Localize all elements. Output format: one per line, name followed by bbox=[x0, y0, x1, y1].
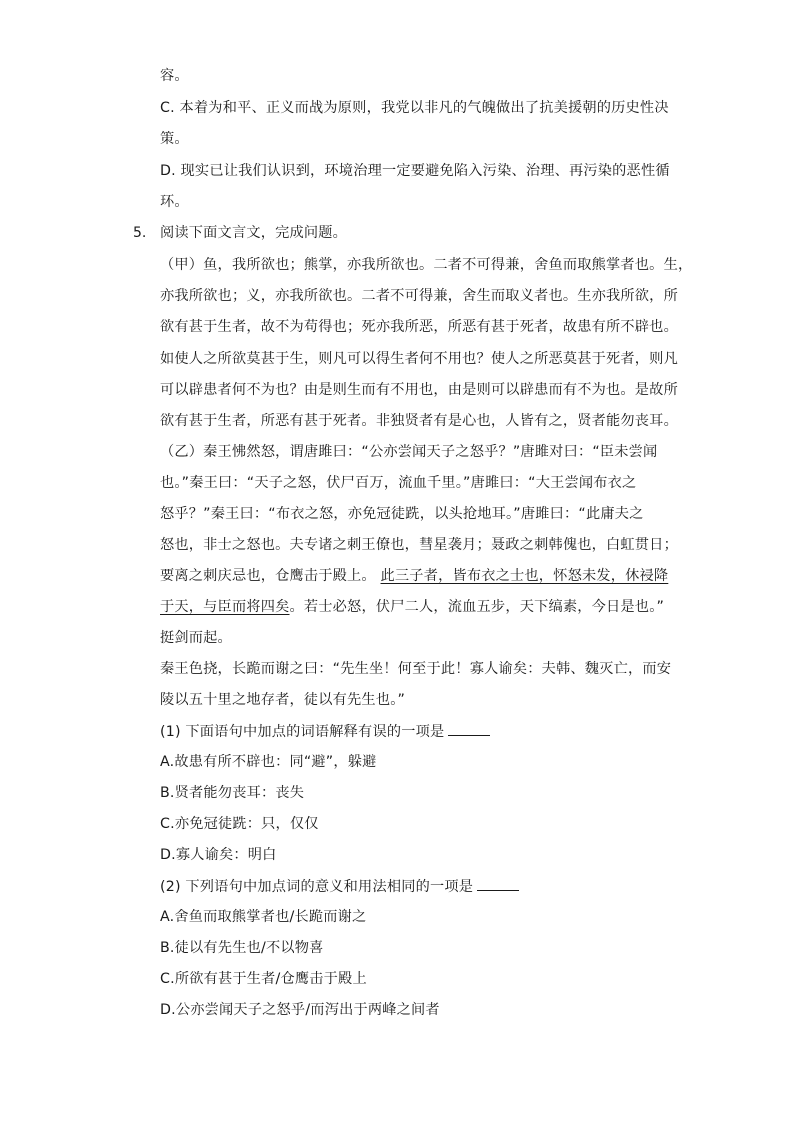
subquestion-1-stem bbox=[160, 721, 490, 741]
underlined-sentence: 于天，与臣而将四矣 bbox=[160, 599, 290, 615]
passage-jia-line: 欲有甚于生者，故不为苟得也；死亦我所恶，所恶有甚于死者，故患有所不辟也。 bbox=[160, 319, 678, 335]
question-prompt: 阅读下面文言文，完成问题。 bbox=[160, 225, 348, 241]
option-a: A.故患有所不辟也：同“避”，躲避 bbox=[160, 754, 377, 770]
option-c: C.亦免冠徒跣：只，仅仅 bbox=[160, 816, 319, 832]
passage-yi-line: 怒也，非士之怒也。夫专诸之刺王僚也，彗星袭月；聂政之刺韩傀也，白虹贯日； bbox=[160, 537, 678, 553]
option-b: B.贤者能勿丧耳：丧失 bbox=[160, 785, 305, 801]
option-a: A.舍鱼而取熊掌者也/长跪而谢之 bbox=[160, 909, 367, 925]
option-d: D.寡人谕矣：明白 bbox=[160, 847, 277, 863]
passage-jia-line: 亦我所欲也；义，亦我所欲也。二者不可得兼，舍生而取义者也。生亦我所欲，所 bbox=[160, 288, 678, 304]
question-number: 5. bbox=[133, 225, 147, 241]
passage-jia-line: 可以辟患者何不为也？由是则生而有不用也，由是则可以辟患而有不为也。是故所 bbox=[160, 382, 678, 398]
option-b: B.徒以有先生也/不以物喜 bbox=[160, 940, 324, 956]
subquestion-2-stem bbox=[160, 876, 519, 896]
option-d: D. 现实已让我们认识到，环境治理一定要避免陷入污染、治理、再污染的恶性循 bbox=[160, 163, 670, 179]
text-line: 策。 bbox=[160, 131, 189, 147]
passage-yi-line: 陵以五十里之地存者，徒以有先生也。” bbox=[160, 692, 406, 708]
stem-text: (2) 下列语句中加点词的意义和用法相同的一项是 bbox=[160, 879, 474, 895]
passage-yi-line bbox=[160, 566, 668, 586]
passage-text: 要离之刺庆忌也，仓鹰击于殿上。 bbox=[160, 568, 381, 584]
passage-text: 。若士必怒，伏尸二人，流血五步，天下缟素，今日是也。” bbox=[289, 599, 665, 615]
passage-yi-line: 秦王色挠，长跪而谢之曰：“先生坐！何至于此！寡人谕矣：夫韩、魏灭亡，而安 bbox=[160, 661, 672, 677]
text-line: 容。 bbox=[160, 68, 189, 84]
passage-jia-line: （甲）鱼，我所欲也；熊掌，亦我所欲也。二者不可得兼，舍鱼而取熊掌者也。生， bbox=[160, 257, 693, 273]
passage-jia-line: 欲有甚于生者，所恶有甚于死者。非独贤者有是心也，人皆有之，贤者能勿丧耳。 bbox=[160, 413, 678, 429]
passage-jia-line: 如使人之所欲莫甚于生，则凡可以得生者何不用也？使人之所恶莫甚于死者，则凡 bbox=[160, 351, 678, 367]
answer-blank[interactable] bbox=[477, 876, 519, 891]
option-c: C.所欲有甚于生者/仓鹰击于殿上 bbox=[160, 971, 367, 987]
passage-yi-line: 挺剑而起。 bbox=[160, 630, 232, 646]
answer-blank[interactable] bbox=[448, 721, 490, 736]
option-c: C. 本着为和平、正义而战为原则，我党以非凡的气魄做出了抗美援朝的历史性决 bbox=[160, 100, 669, 116]
passage-yi-line: 怒乎？”秦王曰：“布衣之怒，亦免冠徒跣，以头抢地耳。”唐雎曰：“此庸夫之 bbox=[160, 506, 644, 522]
stem-text: (1) 下面语句中加点的词语解释有误的一项是 bbox=[160, 724, 445, 740]
passage-yi-line: （乙）秦王怫然怒，谓唐雎曰：“公亦尝闻天子之怒乎？”唐雎对曰：“臣未尝闻 bbox=[160, 444, 658, 460]
passage-yi-line: 也。”秦王曰：“天子之怒，伏尸百万，流血千里。”唐雎曰：“大王尝闻布衣之 bbox=[160, 475, 637, 491]
underlined-sentence: 此三子者，皆布衣之士也，怀怒未发，休祲降 bbox=[380, 568, 669, 584]
text-line: 环。 bbox=[160, 194, 189, 210]
option-d: D.公亦尝闻天子之怒乎/而泻出于两峰之间者 bbox=[160, 1002, 440, 1018]
passage-yi-line bbox=[160, 597, 664, 617]
